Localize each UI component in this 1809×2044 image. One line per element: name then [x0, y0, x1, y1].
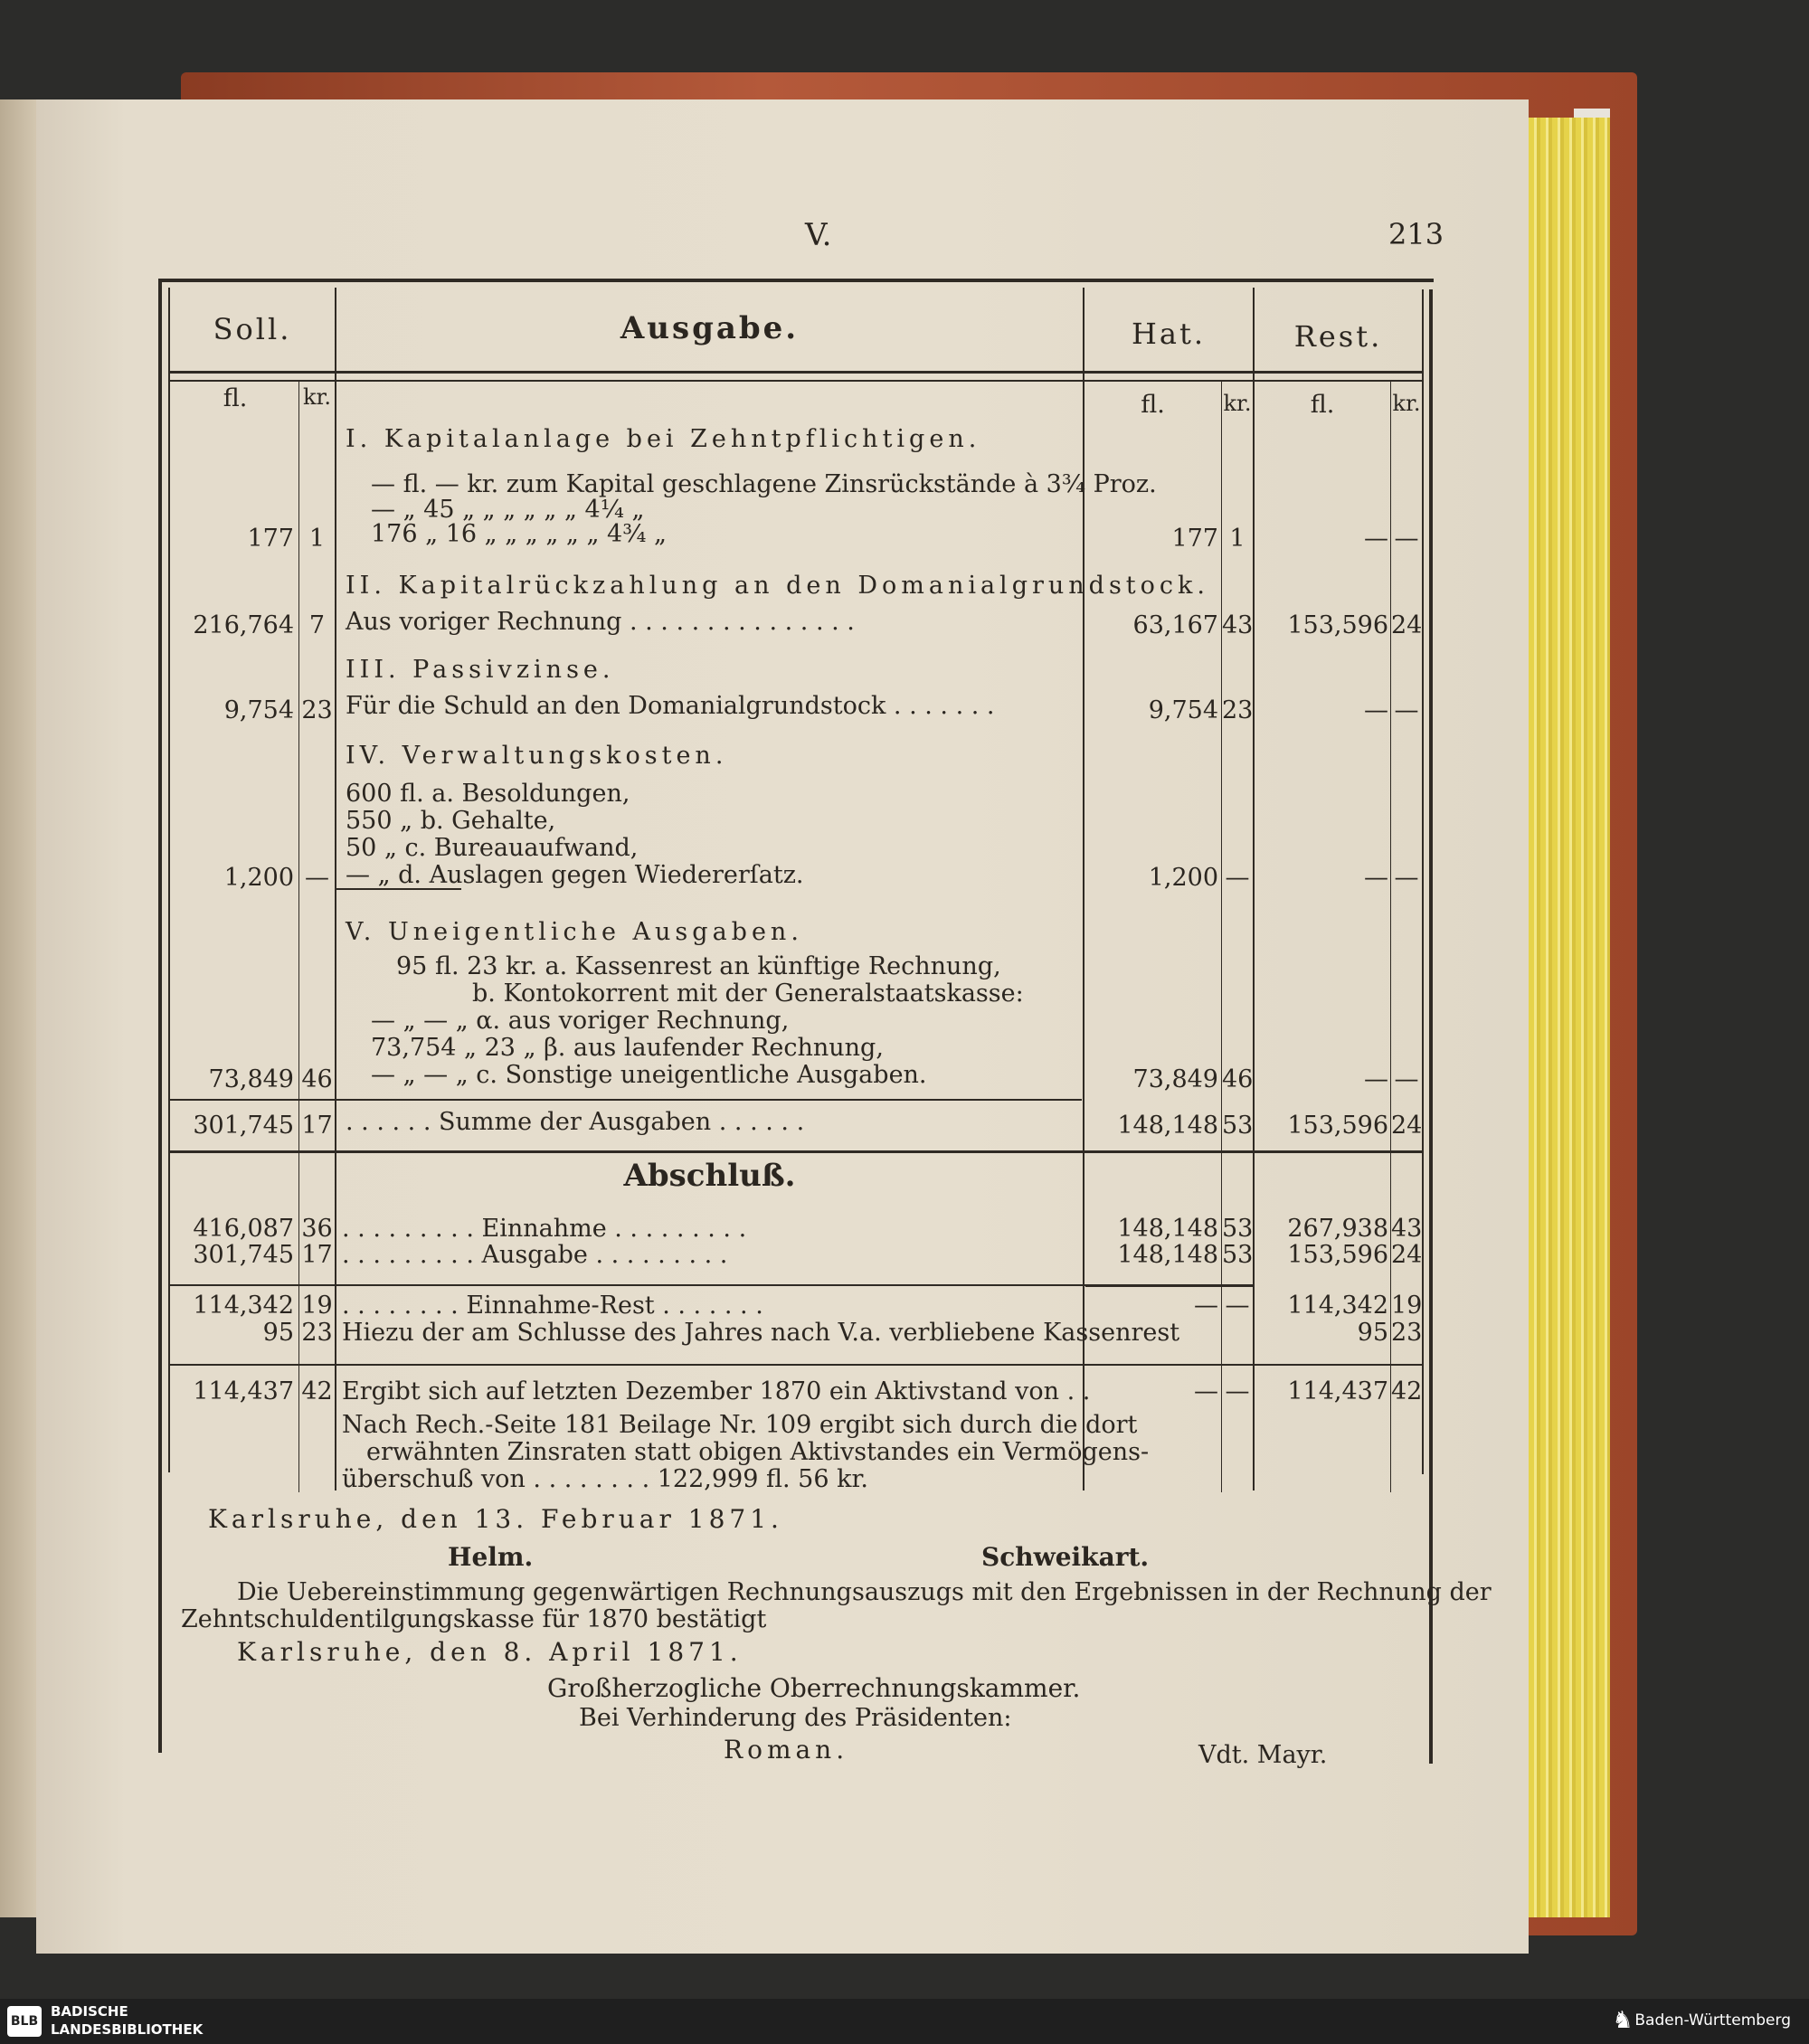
row-text: I. Kapitalanlage bei Zehntpflichtigen. — [346, 425, 981, 453]
blb-label: BADISCHE LANDESBIBLIOTHEK — [51, 2003, 204, 2038]
deputy-line: Bei Verhinderung des Präsidenten: — [579, 1704, 1012, 1732]
soll-fl: 301,745 — [193, 1112, 294, 1140]
rest-fl: 114,342 — [1287, 1292, 1388, 1320]
row-text: III. Passivzinse. — [346, 656, 615, 684]
rest-kr: 43 — [1391, 1215, 1423, 1243]
row-text: 50 „ c. Bureauaufwand, — [346, 834, 639, 862]
confirmation-line-1: Die Uebereinstimmung gegenwärtigen Rechnungsauszugs mit den Ergebnissen in der Rechnung der — [237, 1578, 1492, 1606]
rest-fl: — — [1364, 696, 1388, 724]
header-ausgabe: Ausgabe. — [620, 310, 800, 346]
rest-kr: — — [1394, 1065, 1419, 1093]
hat-fl: 148,148 — [1117, 1215, 1218, 1243]
soll-kr: 23 — [301, 696, 333, 724]
hat-fl: 177 — [1171, 525, 1218, 553]
hat-kr: 53 — [1222, 1215, 1254, 1243]
header-soll: Soll. — [213, 312, 292, 346]
soll-fl: 416,087 — [193, 1215, 294, 1243]
rest-fl: 153,596 — [1287, 1241, 1388, 1269]
soll-fl: 301,745 — [193, 1241, 294, 1269]
hat-kr: 23 — [1222, 696, 1254, 724]
rest-kr: 24 — [1391, 1112, 1423, 1140]
place-date-1: Karlsruhe, den 13. Februar 1871. — [208, 1504, 783, 1534]
rest-kr: — — [1394, 864, 1419, 892]
place-date-2: Karlsruhe, den 8. April 1871. — [237, 1637, 743, 1667]
unit-rest-kr: kr. — [1392, 391, 1421, 416]
rest-fl: — — [1364, 1065, 1388, 1093]
rest-fl: — — [1364, 864, 1388, 892]
soll-kr: — — [305, 864, 329, 892]
signature-vdt: Vdt. Mayr. — [1198, 1741, 1328, 1769]
signature-helm: Helm. — [448, 1542, 534, 1572]
hat-kr: 53 — [1222, 1112, 1254, 1140]
row-text: II. Kapitalrückzahlung an den Domanialgrundstock. — [346, 572, 1209, 600]
abschluss-text: . . . . . . . . . Einnahme . . . . . . . . . — [342, 1215, 747, 1243]
soll-fl: 216,764 — [193, 611, 294, 639]
note-line-2: erwähnten Zinsraten statt obigen Aktivstandes ein Vermögens- — [366, 1438, 1150, 1466]
footer-bar — [0, 1999, 1809, 2044]
row-text: — „ — „ c. Sonstige uneigentliche Ausgaben. — [371, 1061, 927, 1089]
bw-label: Baden-Württemberg — [1634, 2011, 1791, 2030]
hat-kr: — — [1225, 864, 1250, 892]
soll-kr: 17 — [301, 1112, 333, 1140]
unit-rest-fl: fl. — [1310, 391, 1335, 419]
soll-fl: 9,754 — [223, 696, 294, 724]
abschluss-text: Ergibt sich auf letzten Dezember 1870 ein Aktivstand von . . — [342, 1377, 1091, 1405]
hat-kr: — — [1225, 1377, 1250, 1405]
hat-kr: 46 — [1222, 1065, 1254, 1093]
abschluss-text: Hiezu der am Schlusse des Jahres nach V.a. verbliebene Kassenrest — [342, 1319, 1180, 1347]
page-number: 213 — [1388, 217, 1444, 251]
signature-roman: Roman. — [724, 1735, 849, 1765]
soll-kr: 46 — [301, 1065, 333, 1093]
signature-schweikart: Schweikart. — [981, 1542, 1150, 1572]
hat-fl: 73,849 — [1132, 1065, 1218, 1093]
soll-fl: 73,849 — [208, 1065, 294, 1093]
soll-kr: 19 — [301, 1292, 333, 1320]
row-text: Für die Schuld an den Domanialgrundstock . . . . . . . — [346, 692, 995, 720]
row-text: — „ d. Auslagen gegen Wiedererſatz. — [346, 861, 804, 889]
hat-fl: — — [1194, 1292, 1218, 1320]
row-text: 550 „ b. Gehalte, — [346, 807, 556, 835]
unit-soll-kr: kr. — [302, 384, 331, 410]
rest-fl: 153,596 — [1287, 611, 1388, 639]
soll-kr: 17 — [301, 1241, 333, 1269]
rest-kr: 23 — [1391, 1319, 1423, 1347]
header-hat: Hat. — [1131, 317, 1206, 351]
rest-fl: — — [1364, 525, 1388, 553]
hat-kr: — — [1225, 1292, 1250, 1320]
hat-fl: 9,754 — [1148, 696, 1218, 724]
row-text: 95 fl. 23 kr. a. Kassenrest an künftige Rechnung, — [396, 952, 1001, 980]
hat-fl: 148,148 — [1117, 1112, 1218, 1140]
row-text: 176 „ 16 „ „ „ „ „ „ 4¾ „ — [371, 520, 667, 548]
row-text: — „ 45 „ „ „ „ „ „ 4¼ „ — [371, 496, 645, 524]
hat-fl: 148,148 — [1117, 1241, 1218, 1269]
hat-fl: 63,167 — [1132, 611, 1218, 639]
unit-hat-fl: fl. — [1141, 391, 1165, 419]
row-text: V. Uneigentliche Ausgaben. — [346, 918, 803, 946]
soll-kr: 36 — [301, 1215, 333, 1243]
soll-kr: 1 — [308, 525, 326, 553]
rest-kr: — — [1394, 696, 1419, 724]
rest-kr: 24 — [1391, 1241, 1423, 1269]
confirmation-line-2: Zehntschuldentilgungskasse für 1870 bestätigt — [181, 1605, 767, 1633]
row-text: 73,754 „ 23 „ β. aus laufender Rechnung, — [371, 1034, 884, 1062]
soll-kr: 23 — [301, 1319, 333, 1347]
row-text: b. Kontokorrent mit der Generalstaatskasse: — [472, 979, 1024, 1008]
rest-fl: 153,596 — [1287, 1112, 1388, 1140]
soll-fl: 177 — [247, 525, 294, 553]
rest-fl: 267,938 — [1287, 1215, 1388, 1243]
rest-kr: 19 — [1391, 1292, 1423, 1320]
abschluss-title: Abschluß. — [623, 1158, 796, 1194]
section-number: V. — [805, 217, 832, 253]
rest-kr: 42 — [1391, 1377, 1423, 1405]
authority: Großherzogliche Oberrechnungskammer. — [547, 1673, 1081, 1703]
row-text: Aus voriger Rechnung . . . . . . . . . . . . . . . — [346, 608, 855, 636]
soll-fl: 114,342 — [193, 1292, 294, 1320]
note-line-1: Nach Rech.-Seite 181 Beilage Nr. 109 ergibt sich durch die dort — [342, 1411, 1138, 1439]
hat-fl: 1,200 — [1148, 864, 1218, 892]
hat-kr: 43 — [1222, 611, 1254, 639]
unit-soll-fl: fl. — [223, 384, 248, 412]
page-edges — [1529, 118, 1610, 1917]
coat-of-arms-icon: ♞ — [1612, 2007, 1634, 2034]
rest-kr: 24 — [1391, 611, 1423, 639]
row-text: IV. Verwaltungskosten. — [346, 742, 728, 770]
rest-fl: 114,437 — [1287, 1377, 1388, 1405]
header-rest: Rest. — [1293, 319, 1383, 354]
abschluss-text: . . . . . . . . . Ausgabe . . . . . . . . . — [342, 1241, 728, 1269]
soll-fl: 1,200 — [223, 864, 294, 892]
soll-kr: 7 — [308, 611, 326, 639]
soll-fl: 114,437 — [193, 1377, 294, 1405]
row-text: — fl. — kr. zum Kapital geschlagene Zinsrückstände à 3¾ Proz. — [371, 470, 1157, 498]
rest-kr: — — [1394, 525, 1419, 553]
hat-kr: 53 — [1222, 1241, 1254, 1269]
rest-fl: 95 — [1357, 1319, 1388, 1347]
row-text: . . . . . . Summe der Ausgaben . . . . . . — [346, 1108, 805, 1136]
soll-fl: 95 — [262, 1319, 294, 1347]
note-line-3: überschuß von . . . . . . . . 122,999 fl. 56 kr. — [342, 1465, 868, 1493]
abschluss-text: . . . . . . . . Einnahme-Rest . . . . . . . — [342, 1292, 763, 1320]
blb-logo: BLB — [7, 2006, 42, 2037]
hat-fl: — — [1194, 1377, 1218, 1405]
hat-kr: 1 — [1229, 525, 1245, 553]
row-text: — „ — „ α. aus voriger Rechnung, — [371, 1007, 790, 1035]
soll-kr: 42 — [301, 1377, 333, 1405]
row-text: 600 fl. a. Besoldungen, — [346, 780, 630, 808]
unit-hat-kr: kr. — [1223, 391, 1252, 416]
